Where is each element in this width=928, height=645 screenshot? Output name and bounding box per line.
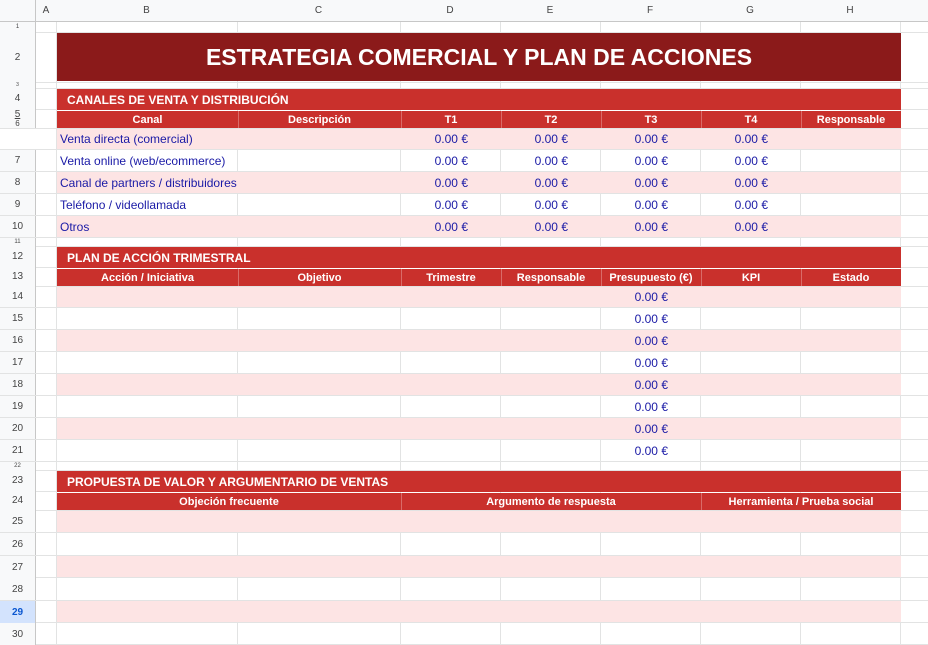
row-header-selected[interactable]: 29 [0, 601, 36, 623]
row-header[interactable]: 11 [0, 238, 36, 246]
channel-t1[interactable]: 0.00 € [434, 197, 468, 212]
column-header-h[interactable]: H [800, 0, 900, 22]
row-header[interactable]: 18 [0, 374, 36, 395]
row-header[interactable]: 21 [0, 440, 36, 461]
row-header[interactable]: 28 [0, 578, 36, 600]
row-header[interactable]: 22 [0, 462, 36, 470]
column-header-g[interactable]: G [700, 0, 800, 22]
gridline [0, 351, 928, 352]
row-header[interactable]: 30 [0, 623, 36, 645]
channel-t3[interactable]: 0.00 € [634, 131, 668, 146]
channels-header-row [57, 111, 901, 128]
row-header[interactable]: 25 [0, 510, 36, 532]
channel-t3[interactable]: 0.00 € [634, 175, 668, 190]
header-accion: Acción / Iniciativa [101, 271, 194, 284]
gridline [0, 286, 928, 287]
channel-name[interactable]: Canal de partners / distribuidores [60, 175, 237, 190]
channel-t3[interactable]: 0.00 € [634, 153, 668, 168]
band-row [57, 418, 901, 439]
gridline [0, 600, 928, 601]
row-header[interactable]: 1 [0, 22, 36, 32]
gridline [0, 510, 928, 511]
band-row [57, 374, 901, 395]
header-t4: T4 [744, 113, 758, 126]
channel-t2[interactable]: 0.00 € [534, 131, 568, 146]
gridline [0, 461, 928, 462]
channel-t1[interactable]: 0.00 € [434, 153, 468, 168]
header-responsable: Responsable [816, 113, 886, 126]
page-title: ESTRATEGIA COMERCIAL Y PLAN DE ACCIONES [57, 33, 901, 81]
budget-cell[interactable]: 0.00 € [634, 333, 668, 348]
channel-name[interactable]: Otros [60, 219, 90, 234]
channel-t2[interactable]: 0.00 € [534, 153, 568, 168]
channel-t2[interactable]: 0.00 € [534, 175, 568, 190]
header-canal: Canal [132, 113, 163, 126]
channel-t4[interactable]: 0.00 € [734, 153, 768, 168]
channel-t1[interactable]: 0.00 € [434, 219, 468, 234]
column-header-c[interactable]: C [237, 0, 400, 22]
channel-t4[interactable]: 0.00 € [734, 219, 768, 234]
gridline [0, 395, 928, 396]
header-objecion: Objeción frecuente [179, 495, 279, 508]
section-plan: PLAN DE ACCIÓN TRIMESTRAL [57, 247, 901, 268]
channel-t2[interactable]: 0.00 € [534, 219, 568, 234]
row-header[interactable]: 6 [0, 119, 36, 128]
budget-cell[interactable]: 0.00 € [634, 421, 668, 436]
budget-cell[interactable]: 0.00 € [634, 289, 668, 304]
column-header-extra [900, 0, 928, 22]
channel-t3[interactable]: 0.00 € [634, 219, 668, 234]
channel-t2[interactable]: 0.00 € [534, 197, 568, 212]
header-trimestre: Trimestre [426, 271, 476, 284]
budget-cell[interactable]: 0.00 € [634, 355, 668, 370]
band-row [57, 556, 901, 578]
channel-t4[interactable]: 0.00 € [734, 131, 768, 146]
row-header[interactable]: 24 [0, 491, 36, 510]
channel-t4[interactable]: 0.00 € [734, 197, 768, 212]
gridline [0, 577, 928, 578]
row-header[interactable]: 3 [0, 82, 36, 88]
band-row [57, 286, 901, 307]
column-header-b[interactable]: B [56, 0, 237, 22]
header-kpi: KPI [741, 271, 761, 284]
column-header-a[interactable]: A [36, 0, 56, 22]
budget-cell[interactable]: 0.00 € [634, 399, 668, 414]
gridline [0, 532, 928, 533]
row-header[interactable]: 14 [0, 286, 36, 307]
column-header-f[interactable]: F [600, 0, 700, 22]
gridline [0, 307, 928, 308]
header-estado: Estado [832, 271, 870, 284]
budget-cell[interactable]: 0.00 € [634, 443, 668, 458]
row-header[interactable]: 5 [0, 109, 36, 119]
row-header[interactable]: 4 [0, 88, 36, 109]
header-t1: T1 [444, 113, 458, 126]
select-all-corner[interactable] [0, 0, 36, 22]
gridline [0, 82, 928, 83]
channel-t1[interactable]: 0.00 € [434, 131, 468, 146]
header-presupuesto: Presupuesto (€) [609, 271, 693, 284]
row-header[interactable]: 27 [0, 556, 36, 578]
row-header[interactable]: 12 [0, 246, 36, 267]
gridline [0, 373, 928, 374]
gridline [0, 439, 928, 440]
budget-cell[interactable]: 0.00 € [634, 311, 668, 326]
row-header[interactable]: 15 [0, 308, 36, 329]
channel-name[interactable]: Teléfono / videollamada [60, 197, 187, 212]
section-channels: CANALES DE VENTA Y DISTRIBUCIÓN [57, 89, 901, 110]
section-value-prop: PROPUESTA DE VALOR Y ARGUMENTARIO DE VENTAS [57, 471, 901, 492]
value-prop-header-row [57, 493, 901, 510]
gridline [0, 417, 928, 418]
channel-t1[interactable]: 0.00 € [434, 175, 468, 190]
channel-name[interactable]: Venta directa (comercial) [60, 131, 193, 146]
budget-cell[interactable]: 0.00 € [634, 377, 668, 392]
row-header[interactable]: 8 [0, 172, 36, 193]
band-row [57, 601, 901, 623]
row-header[interactable]: 2 [0, 32, 36, 82]
header-herramienta: Herramienta / Prueba social [728, 495, 874, 508]
row-header[interactable]: 17 [0, 352, 36, 373]
header-descripcion: Descripción [288, 113, 351, 126]
gridline [0, 237, 928, 238]
row-header[interactable]: 26 [0, 533, 36, 555]
row-header[interactable]: 7 [0, 150, 36, 171]
header-t3: T3 [644, 113, 658, 126]
column-header-e[interactable]: E [500, 0, 600, 22]
channel-t3[interactable]: 0.00 € [634, 197, 668, 212]
row-header[interactable]: 19 [0, 396, 36, 417]
row-header[interactable]: 9 [0, 194, 36, 215]
header-t2: T2 [544, 113, 558, 126]
channel-name[interactable]: Venta online (web/ecommerce) [60, 153, 226, 168]
row-header[interactable]: 20 [0, 418, 36, 439]
row-header[interactable]: 13 [0, 267, 36, 286]
gridline [0, 329, 928, 330]
band-row [57, 330, 901, 351]
band-row [57, 510, 901, 532]
row-header[interactable]: 23 [0, 470, 36, 491]
header-objetivo: Objetivo [297, 271, 342, 284]
row-header[interactable]: 16 [0, 330, 36, 351]
header-responsable: Responsable [516, 271, 586, 284]
gridline [0, 622, 928, 623]
channel-t4[interactable]: 0.00 € [734, 175, 768, 190]
gridline [0, 555, 928, 556]
plan-header-row [57, 269, 901, 286]
header-argumento: Argumento de respuesta [486, 495, 616, 508]
row-header[interactable]: 10 [0, 216, 36, 237]
column-header-d[interactable]: D [400, 0, 500, 22]
